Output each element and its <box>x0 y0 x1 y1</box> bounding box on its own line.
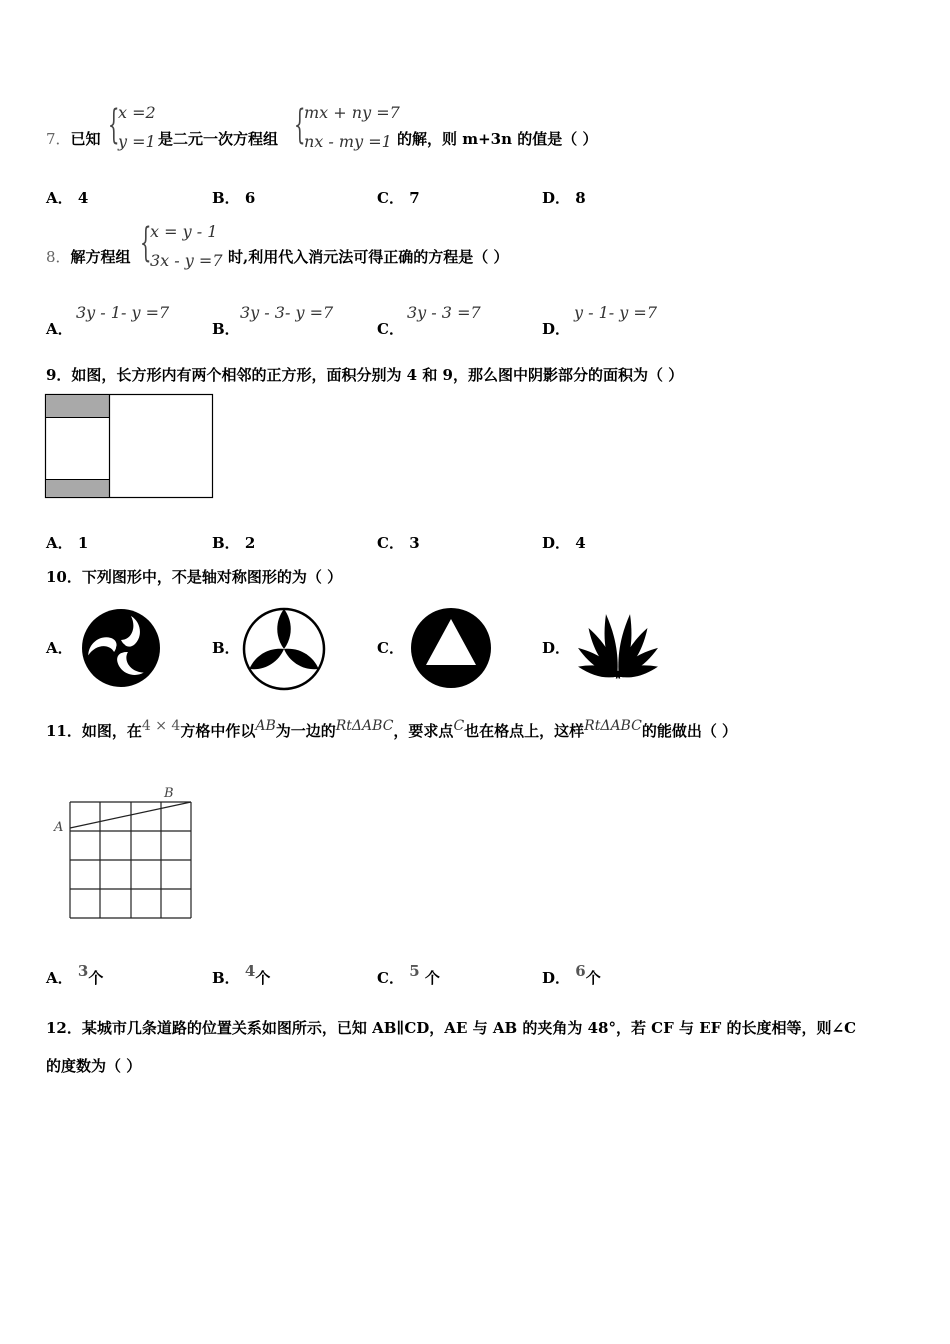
q11-option-b[interactable]: B． 4个 <box>212 962 271 987</box>
q11-option-d[interactable]: D． 6个 <box>542 962 601 987</box>
q9-option-c[interactable]: C． 3 <box>377 534 420 552</box>
q7-number: 7． <box>46 130 71 148</box>
q10-option-b-label[interactable]: B． <box>212 639 240 657</box>
q7-sys1-line2: y =1 <box>118 132 156 151</box>
q7-prefix <box>46 128 101 149</box>
q8-option-d-label[interactable]: D． <box>542 320 571 338</box>
q8-option-b-label[interactable]: B． <box>212 320 240 338</box>
q8-option-c-value: 3y - 3 =7 <box>407 303 481 322</box>
q11-text-5: 也在格点上，这样 <box>464 722 585 740</box>
q8-prefix <box>46 246 131 267</box>
q11-grid-size: 4 × 4 <box>141 718 181 734</box>
q8-option-d-value: y - 1- y =7 <box>574 303 657 322</box>
q12-text-line1: 12．某城市几条道路的位置关系如图所示，已知 AB∥CD，AE 与 AB 的夹角为 48°，若 CF 与 EF 的长度相等，则∠C <box>46 1019 857 1037</box>
q8-option-a-label[interactable]: A． <box>46 320 73 338</box>
q10-text: 10．下列图形中，不是轴对称图形的为（ ） <box>46 568 343 586</box>
q11-text-4: ，要求点 <box>393 722 454 740</box>
q9-option-a[interactable]: A． 1 <box>46 534 89 552</box>
q11-text-1: 11．如图，在 <box>46 722 142 740</box>
q7-sys2-line2: nx - my =1 <box>304 132 392 151</box>
q9-figure <box>44 393 216 501</box>
q11-segment-ab: AB <box>255 718 276 734</box>
q11-text-2: 方格中作以 <box>180 722 256 740</box>
q11-grid-figure <box>52 782 200 924</box>
q10-option-c-label[interactable]: C． <box>377 639 404 657</box>
q8-sys-line1: x = y - 1 <box>150 222 218 241</box>
q11-rt-triangle-1: RtΔABC <box>335 718 394 734</box>
q7-option-b[interactable]: B． 6 <box>212 189 256 207</box>
q11-grid-lines <box>70 802 191 918</box>
q10-option-d-fan-logo-figure[interactable] <box>573 609 663 683</box>
q11-text-3: 为一边的 <box>275 722 336 740</box>
q9-option-b[interactable]: B． 2 <box>212 534 256 552</box>
q7-sys2-line1: mx + ny =7 <box>304 103 400 122</box>
q8-option-a-value: 3y - 1- y =7 <box>76 303 170 322</box>
q7-option-d[interactable]: D． 8 <box>542 189 586 207</box>
q11-option-c[interactable]: C． 5 个 <box>377 962 440 987</box>
q9-option-d[interactable]: D． 4 <box>542 534 586 552</box>
q11-point-c: C <box>453 718 465 734</box>
q8-number: 8． <box>46 248 71 266</box>
q8-option-c-label[interactable]: C． <box>377 320 404 338</box>
q10-option-c-triangle-figure[interactable] <box>409 606 493 690</box>
q7-mid-text: 是二元一次方程组 <box>158 130 279 148</box>
q7-brace-1: { <box>108 102 120 148</box>
q8-brace: { <box>140 220 152 266</box>
q11-option-a[interactable]: A． 3个 <box>46 962 104 987</box>
q9-shaded-top <box>46 395 110 418</box>
q11-rt-triangle-2: RtΔABC <box>584 718 642 734</box>
q7-option-a[interactable]: A． 4 <box>46 189 89 207</box>
q8-option-b-value: 3y - 3- y =7 <box>240 303 334 322</box>
q11-text-6: 的能做出（ ） <box>641 722 738 740</box>
q8-sys-line2: 3x - y =7 <box>150 251 223 270</box>
q11-text-line <box>46 720 737 741</box>
q7-brace-2: { <box>294 102 306 148</box>
q10-option-d-label[interactable]: D． <box>542 639 571 657</box>
q10-option-a-tomoe-figure[interactable] <box>79 606 163 690</box>
q7-post-text: 的解，则 m+3n 的值是（ ） <box>397 130 598 148</box>
q9-shaded-bottom <box>46 480 110 498</box>
q9-text: 9．如图，长方形内有两个相邻的正方形，面积分别为 4 和 9，那么图中阴影部分的面积为（ ） <box>46 366 684 384</box>
q7-pre-text: 已知 <box>70 130 101 148</box>
q7-sys1-line1: x =2 <box>118 103 156 122</box>
q8-post-text: 时,利用代入消元法可得正确的方程是（ ） <box>228 248 509 266</box>
q11-label-b: B <box>164 786 174 801</box>
q10-option-b-propeller-figure[interactable] <box>241 606 327 692</box>
q8-pre-text: 解方程组 <box>70 248 131 266</box>
q10-option-a-label[interactable]: A． <box>46 639 73 657</box>
q11-label-a: A <box>54 820 64 835</box>
q7-option-c[interactable]: C． 7 <box>377 189 420 207</box>
q12-text-line2: 的度数为（ ） <box>46 1057 142 1075</box>
